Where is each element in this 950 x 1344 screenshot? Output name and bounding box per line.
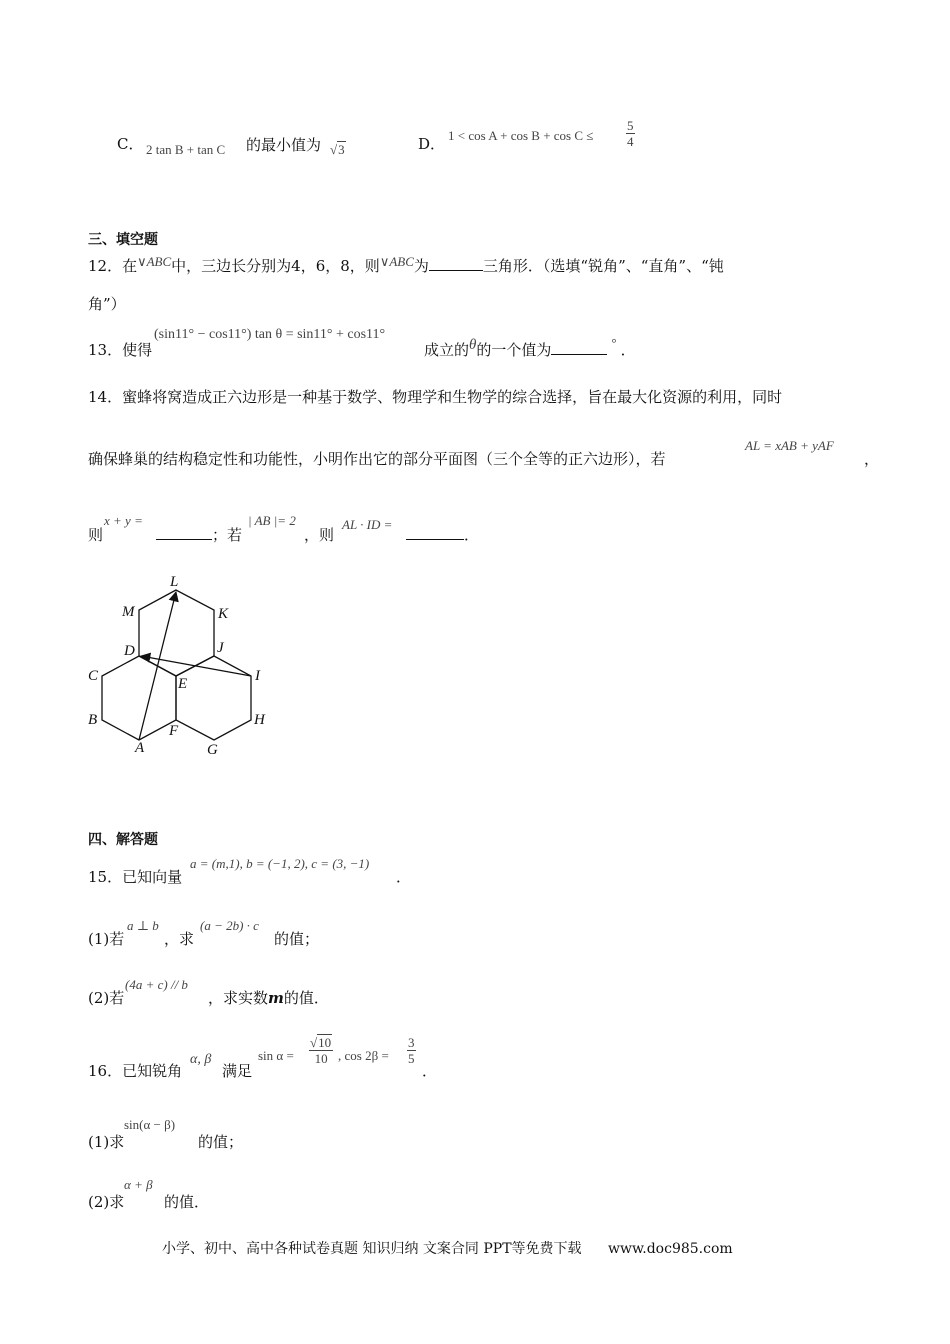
label-a: A — [135, 740, 145, 756]
q14-comma: ， — [864, 450, 880, 468]
label-m: M — [122, 604, 135, 620]
label-k: K — [218, 606, 229, 622]
q14-expr-xy: x + y = — [104, 513, 143, 528]
q15-p1-expr: (a − 2b) · c — [200, 918, 259, 933]
q14-answer-blank-2[interactable] — [406, 525, 464, 540]
q12-num: 12．在 — [88, 257, 138, 275]
q16-vars: α, β — [190, 1052, 212, 1067]
q15-p2-cond: (4a + c) // b — [125, 977, 188, 992]
q14-text3: ，则 — [304, 526, 335, 544]
q13-rest — [424, 335, 636, 360]
q16-p1-label: (1)求 — [88, 1133, 125, 1151]
label-b: B — [88, 712, 98, 728]
q16-p1-text: 的值； — [198, 1133, 244, 1151]
q15-stem: 15．已知向量 — [88, 868, 183, 886]
q16-p2-label: (2)求 — [88, 1193, 125, 1211]
q12-line2: 角”） — [88, 295, 126, 313]
option-c-text: 的最小值为 — [246, 136, 322, 154]
q15-p1-label: (1)若 — [88, 930, 125, 948]
q13-theta: θ — [469, 337, 477, 353]
q13-num: 13．使得 — [88, 341, 153, 359]
option-c-expr: 2 tan B + tan C — [146, 142, 226, 157]
option-d-num: 5 — [627, 118, 634, 133]
label-c: C — [88, 668, 99, 684]
q15-part2 — [88, 987, 124, 1008]
q16-sin-frac — [309, 1036, 333, 1065]
honeycomb-figure — [80, 570, 290, 765]
q16-stem-text: 16．已知锐角 — [88, 1062, 183, 1080]
q16-part2 — [88, 1191, 124, 1212]
q12-text3: 三角形．（选填“锐角”、“直角”、“钝 — [482, 257, 724, 275]
q14-expr-dot: AL · ID = — [342, 517, 393, 532]
q16-p2-expr: α + β — [124, 1177, 153, 1192]
q14-expr-al: AL = xAB + yAF — [745, 438, 834, 453]
q13-expression: (sin11° − cos11°) tan θ = sin11° + cos11° — [154, 327, 386, 342]
q15-p2-rest — [208, 987, 329, 1008]
q16-cos-lhs: , cos 2β = — [338, 1048, 389, 1063]
section-title-answer: 四、解答题 — [88, 832, 158, 848]
q13-line — [88, 339, 152, 360]
option-d-den: 4 — [627, 134, 634, 149]
q14-semi: ；若 — [212, 526, 243, 544]
q14-ze: 则 — [88, 526, 104, 544]
q12-line1 — [88, 255, 724, 276]
q12-text1: 中，三边长分别为4，6，8，则 — [171, 257, 380, 275]
page-footer — [162, 1238, 733, 1258]
q15-p2-text2: 的值． — [283, 989, 329, 1007]
q15-p1-text1: ，求 — [164, 930, 195, 948]
vector-al — [139, 592, 176, 740]
q12-triangle-1: ∨ABC — [137, 254, 172, 269]
q13-degree: ° — [611, 335, 617, 350]
q16-cos-frac — [407, 1036, 416, 1065]
q16-cos-den: 5 — [408, 1051, 415, 1066]
q14-end: ． — [464, 526, 480, 544]
q16-sin-den: 10 — [314, 1051, 328, 1066]
q15-part1 — [88, 928, 124, 949]
q15-p2-text1: ，求实数 — [208, 989, 269, 1007]
option-c-label: C． — [117, 135, 144, 153]
q13-text1: 成立的 — [424, 341, 470, 359]
q12-answer-blank[interactable] — [429, 256, 483, 271]
label-d: D — [124, 643, 135, 659]
q13-answer-blank[interactable] — [551, 340, 607, 355]
q15-p2-m: m — [268, 989, 284, 1007]
footer-text: 小学、初中、高中各种试卷真题 知识归纳 文案合同 PPT等免费下载 — [162, 1241, 582, 1257]
q16-stem — [88, 1060, 182, 1081]
q15-vectors: a = (m,1), b = (−1, 2), c = (3, −1) — [190, 856, 370, 871]
q13-end: ． — [620, 341, 636, 359]
footer-url[interactable]: www.doc985.com — [607, 1241, 733, 1257]
label-e: E — [178, 676, 188, 692]
label-h: H — [254, 712, 265, 728]
q12-triangle-2: ∨ABC — [379, 254, 414, 269]
q14-line1: 14．蜜蜂将窝造成正六边形是一种基于数学、物理学和生物学的综合选择，旨在最大化资源的利用，同时 — [88, 388, 783, 406]
q15-p1-text2: 的值； — [274, 930, 320, 948]
q16-end: ． — [422, 1062, 438, 1080]
option-c-radicand: 3 — [338, 142, 345, 157]
q16-p1-expr: sin(α − β) — [124, 1117, 176, 1132]
option-d-expr: 1 < cos A + cos B + cos C ≤ — [448, 128, 594, 143]
q15-end: ． — [396, 868, 412, 886]
hexagon-left — [102, 656, 176, 740]
option-d-label: D． — [418, 135, 446, 153]
q14-line3-end — [406, 524, 479, 545]
q14-expr-ab: | AB |= 2 — [248, 513, 296, 528]
q11-option-c — [117, 133, 143, 154]
option-d-fraction — [626, 119, 635, 148]
q15-p2-label: (2)若 — [88, 989, 125, 1007]
q16-part1 — [88, 1131, 124, 1152]
label-g: G — [207, 742, 218, 758]
label-f: F — [169, 723, 179, 739]
q14-answer-blank-1[interactable] — [156, 525, 212, 540]
q16-text1: 满足 — [222, 1062, 253, 1080]
section-title-fill-in: 三、填空题 — [88, 232, 158, 248]
q14-line2: 确保蜂巢的结构稳定性和功能性，小明作出它的部分平面图（三个全等的正六边形），若 — [88, 450, 666, 468]
q14-line3-rest — [156, 524, 242, 545]
label-l: L — [170, 574, 179, 590]
label-i: I — [255, 668, 260, 684]
q16-p2-text: 的值． — [164, 1193, 210, 1211]
q13-text2: 的一个值为 — [476, 341, 552, 359]
q16-sin-lhs: sin α = — [258, 1048, 294, 1063]
label-j: J — [217, 640, 224, 656]
option-c-value: √3 — [330, 142, 345, 157]
q16-sin-num: √10 — [310, 1035, 332, 1050]
q15-p1-cond: a ⊥ b — [127, 918, 159, 933]
q14-line3 — [88, 524, 103, 545]
q16-cos-num: 3 — [408, 1035, 415, 1050]
q12-text2: 为 — [413, 257, 429, 275]
